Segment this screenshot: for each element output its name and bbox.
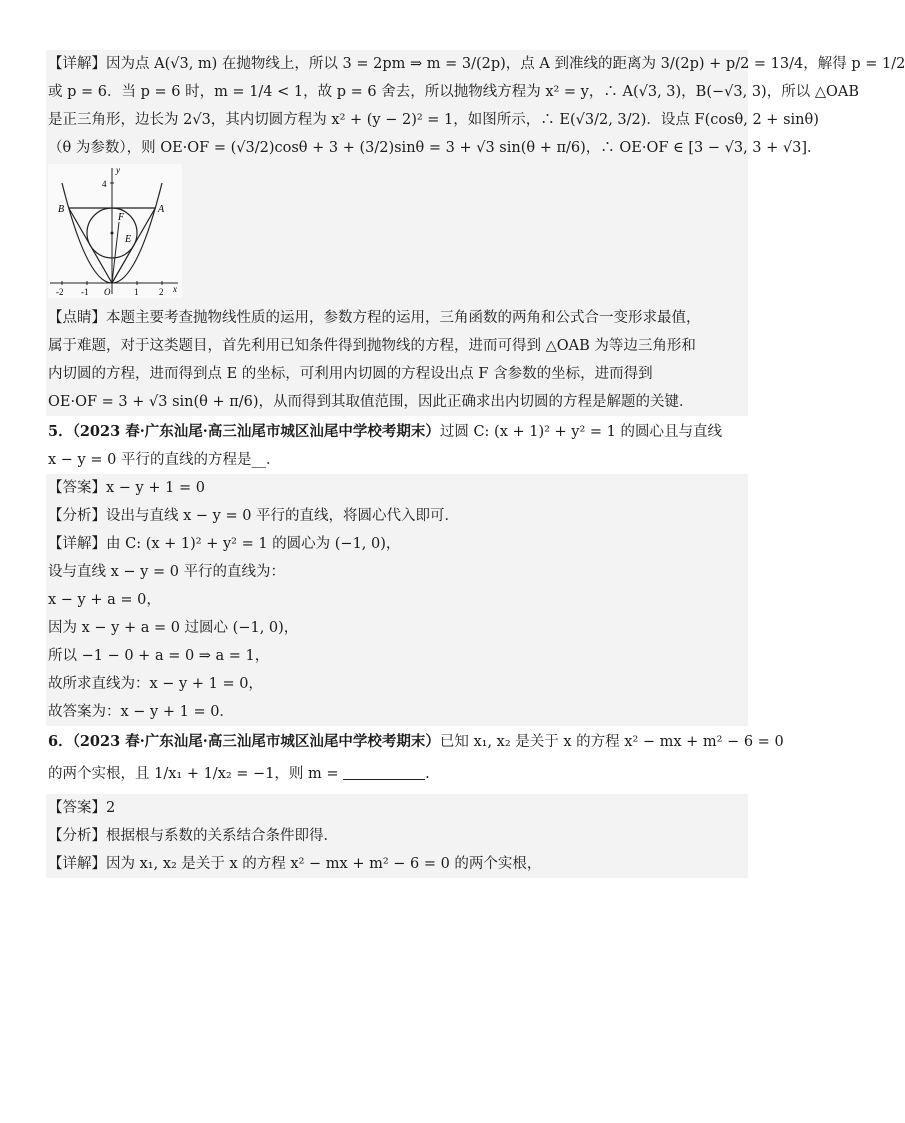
q5-detail-line: 【详解】由 C: (x + 1)² + y² = 1 的圆心为 (−1, 0)， bbox=[48, 536, 401, 552]
q6-stem: 已知 x₁, x₂ 是关于 x 的方程 x² − mx + m² − 6 = 0 bbox=[439, 734, 784, 750]
x-tick-label: 1 bbox=[134, 287, 139, 297]
q6-solution-block bbox=[46, 794, 748, 878]
label-b: B bbox=[58, 204, 65, 215]
q6-detail-line: 【详解】因为 x₁, x₂ 是关于 x 的方程 x² − mx + m² − 6 = 0 的两个实根， bbox=[48, 856, 542, 872]
q5-detail-line: x − y + a = 0， bbox=[48, 592, 161, 608]
q5-detail-line: 设与直线 x − y = 0 平行的直线为： bbox=[48, 564, 286, 580]
p4-comment-line: 属于难题，对于这类题目，首先利用已知条件得到抛物线的方程，进而可得到 △OAB 为等边三角形和 bbox=[48, 338, 696, 354]
q5-answer: 【答案】x − y + 1 = 0 bbox=[48, 480, 205, 496]
y-tick-label: 4 bbox=[102, 179, 107, 189]
p4-comment-line: OE·OF = 3 + √3 sin(θ + π/6)，从而得到其取值范围，因此正确求出内切圆的方程是解题的关键． bbox=[48, 394, 694, 410]
q5-stem: 过圆 C: (x + 1)² + y² = 1 的圆心且与直线 bbox=[439, 424, 723, 440]
q5-source: （2023 春·广东汕尾·高三汕尾市城区汕尾中学校考期末） bbox=[72, 423, 440, 440]
p4-graph-container bbox=[46, 162, 748, 304]
p4-detail-line: （θ 为参数），则 OE·OF = (√3/2)cosθ + 3 + (3/2)sinθ = 3 + √3 sin(θ + π/6)，∴ OE·OF ∈ [3 − √3, 3 + √3]． bbox=[48, 140, 822, 156]
question-6 bbox=[46, 726, 784, 878]
q5-detail-line: 故所求直线为：x − y + 1 = 0， bbox=[48, 676, 263, 692]
p4-detail-block bbox=[46, 50, 905, 162]
circle-center-dot bbox=[111, 232, 114, 235]
q6-answer: 【答案】2 bbox=[48, 800, 116, 816]
q6-analysis: 【分析】根据根与系数的关系结合条件即得． bbox=[48, 828, 338, 844]
q5-detail-line: 因为 x − y + a = 0 过圆心 (−1, 0)， bbox=[48, 620, 299, 636]
q5-number: 5． bbox=[48, 423, 73, 440]
p4-detail-line: 【详解】因为点 A(√3, m) 在抛物线上，所以 3 = 2pm ⇒ m = 3/(2p)，点 A 到准线的距离为 3/(2p) + p/2 = 13/4，解得 p = 1/2 bbox=[48, 56, 905, 72]
p4-detail-line: 是正三角形，边长为 2√3，其内切圆方程为 x² + (y − 2)² = 1，如图所示，∴ E(√3/2, 3/2)．设点 F(cosθ, 2 + sinθ) bbox=[48, 112, 819, 128]
label-e: E bbox=[125, 234, 132, 245]
q6-number: 6． bbox=[48, 733, 73, 750]
parabola-incircle-figure bbox=[48, 164, 182, 298]
x-tick-label: -1 bbox=[81, 287, 89, 297]
q6-stem-2: 的两个实根，且 1/x₁ + 1/x₂ = −1，则 m = bbox=[48, 766, 339, 782]
p4-comment-block bbox=[46, 304, 748, 416]
origin-label: O bbox=[104, 287, 111, 297]
x-tick-label: -2 bbox=[56, 287, 64, 297]
x-axis-label: x bbox=[173, 284, 177, 294]
question-5 bbox=[46, 416, 748, 726]
q6-stem-line bbox=[46, 726, 784, 756]
label-a: A bbox=[158, 204, 165, 215]
page bbox=[46, 50, 905, 878]
y-axis-label: y bbox=[116, 165, 120, 175]
p4-comment-line: 内切圆的方程，进而得到点 E 的坐标，可利用内切圆的方程设出点 F 含参数的坐标，进而得到 bbox=[48, 366, 653, 382]
q5-solution-block bbox=[46, 474, 748, 726]
label-f: F bbox=[118, 212, 125, 223]
q6-stem-line-2: 的两个实根，且 1/x₁ + 1/x₂ = −1，则 m = . bbox=[48, 766, 430, 782]
q5-analysis: 【分析】设出与直线 x − y = 0 平行的直线，将圆心代入即可． bbox=[48, 508, 460, 524]
q6-source: （2023 春·广东汕尾·高三汕尾市城区汕尾中学校考期末） bbox=[72, 733, 440, 750]
q5-stem-line-2: x − y = 0 平行的直线的方程是__． bbox=[48, 452, 281, 468]
q5-detail-line: 故答案为：x − y + 1 = 0． bbox=[48, 704, 234, 720]
q5-detail-line: 所以 −1 − 0 + a = 0 ⇒ a = 1， bbox=[48, 648, 270, 664]
p4-comment-line: 【点睛】本题主要考查抛物线性质的运用，参数方程的运用，三角函数的两角和公式合一变形求最值， bbox=[48, 310, 701, 326]
p4-detail-line: 或 p = 6．当 p = 6 时，m = 1/4 < 1，故 p = 6 舍去，所以抛物线方程为 x² = y，∴ A(√3, 3)，B(−√3, 3)，所以 △OAB bbox=[48, 84, 859, 100]
x-tick-label: 2 bbox=[159, 287, 164, 297]
q5-stem-line bbox=[46, 416, 748, 446]
answer-blank bbox=[343, 765, 425, 780]
